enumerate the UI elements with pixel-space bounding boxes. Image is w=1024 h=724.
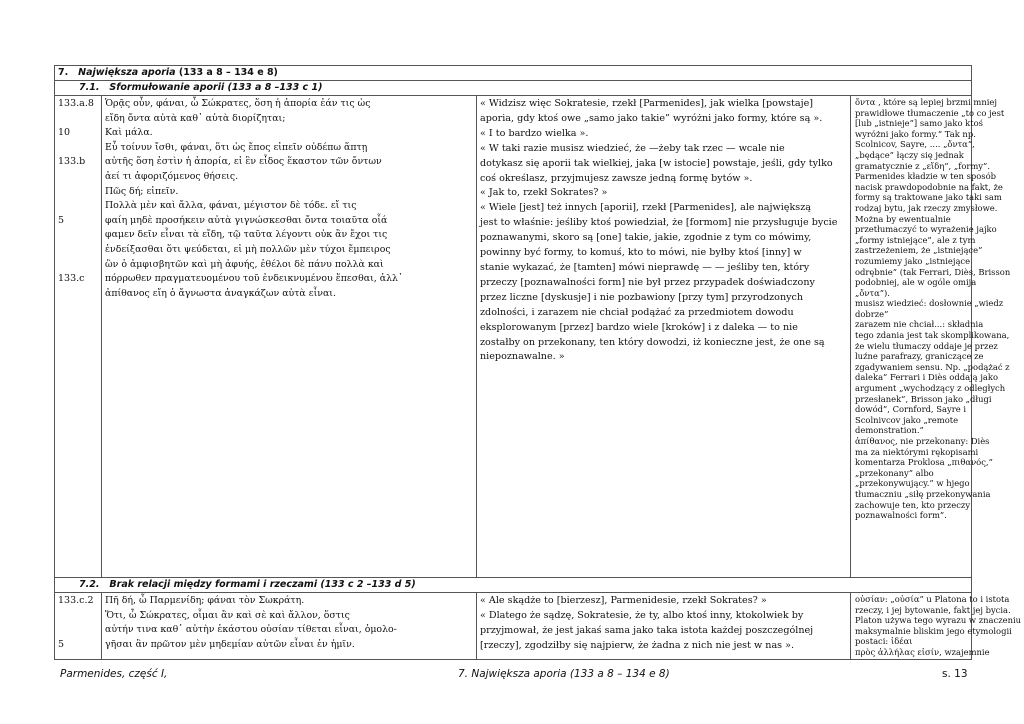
line-ref (58, 609, 98, 624)
subsection-heading (55, 81, 972, 96)
polish-line: « Jak to, rzekł Sokrates? » (480, 187, 608, 199)
subsection-title: Brak relacji między formami i rzeczami (109, 579, 318, 590)
text-table (54, 65, 1022, 660)
greek-text (102, 96, 477, 578)
note-line: że wielu tłumaczy oddaje je przez (855, 340, 998, 351)
note-line: odrębnie” (tak Ferrari, Diès, Brisson (855, 266, 1011, 277)
note-line: demonstration.” (855, 425, 924, 436)
polish-line: jest to właśnie: jeśliby ktoś powiedział, że [formom] nie przysługuje bycie (480, 217, 838, 229)
footer-left: Parmenides, część I, (60, 668, 168, 680)
greek-line: ἀεί τι ἀφοριζόμενος θήσεις. (105, 170, 239, 182)
section-heading (55, 66, 972, 81)
greek-line: Καὶ μάλα. (105, 127, 153, 139)
note-line: οὐσίαν: „οὐσία” u Platona to i istota (855, 594, 1010, 604)
greek-line: αὐτῆς ὅση ἐστὶν ἡ ἀπορία, εἰ ἓν εἶδος ἕκαστον τῶν ὄντων (105, 156, 382, 168)
note-line: rodzaj bytu, jak rzeczy zmysłowe. (855, 202, 998, 213)
polish-line: « W taki razie musisz wiedzieć, że —żeby tak rzec — wcale nie (480, 142, 785, 154)
polish-line: powinny być formy, to komuś, kto to mówi, nie byłby ktoś [inny] w (480, 247, 802, 259)
greek-line: γῆσαι ἂν πρῶτον μὲν μηδεμίαν αὐτῶν εἶναι ἐν ἡμῖν. (105, 638, 355, 650)
polish-line: « Wiele [jest] też innych [aporii], rzekł [Parmenides], ale największą (480, 202, 811, 214)
polish-line: przez liczne [dyskusje] i nie pozbawiony [przy tym] przyrodzonych (480, 291, 804, 303)
notes (851, 593, 1022, 660)
note-line: podobniej, ale w ogóle omija (855, 277, 977, 288)
polish-line: coś określasz, przyjmujesz zawsze jedną formę bytów ». (480, 172, 753, 184)
greek-line: Πῶς δή; εἰπεῖν. (105, 185, 179, 197)
polish-line: « Ale skądże to [bierzesz], Parmenidesie, rzekł Sokrates? » (480, 595, 767, 606)
polish-line: przyjmował, że jest jakaś sama jako taka istota każdej poszczególnej (480, 624, 814, 636)
text-row (55, 96, 972, 578)
line-ref: 10 (58, 127, 71, 139)
polish-line: [rzeczy], zgodziłby się najpierw, że żadna z nich nie jest w nas ». (480, 639, 795, 651)
polish-line: « Dlatego że sądzę, Sokratesie, że ty, albo ktoś inny, ktokolwiek by (480, 609, 804, 621)
greek-line: Ὁρᾷς οὖν, φάναι, ὦ Σώκρατες, ὅση ἡ ἀπορία ἐάν τις ὡς (105, 98, 371, 109)
subsection-number: 7.1. (79, 82, 100, 93)
text-row (55, 593, 972, 660)
greek-line: Πολλὰ μὲν καὶ ἄλλα, φάναι, μέγιστον δὲ τόδε. εἴ τις (105, 200, 357, 212)
line-ref: 133.b (58, 156, 86, 168)
section-number: 7. (58, 67, 69, 78)
note-line: komentarza Proklosa „πιθανός,” (855, 457, 993, 468)
note-line: ὄντα , które są lepiej brzmi mniej (855, 97, 997, 107)
polish-line: stanie wykazać, że [tamten] mówi nieprawdę — — jeśliby ten, który (480, 261, 810, 273)
note-line: „ὄντα”). (855, 287, 890, 298)
greek-line: Ὅτι, ὦ Σώκρατες, οἶμαι ἂν καὶ σὲ καὶ ἄλλον, ὅστις (105, 609, 350, 621)
note-line: poznawalności form”. (855, 510, 947, 521)
note-line: przetłumaczyć to wyrażenie jajko (855, 224, 997, 235)
line-references (55, 593, 102, 660)
polish-translation (477, 96, 851, 578)
note-line: zastrzeżeniem, że „istniejące” (855, 245, 983, 256)
greek-line: ἐνδείξασθαι ὅτι ψεύδεται, εἰ μὴ πολλῶν μὲν τύχοι ἔμπειρος (105, 243, 391, 255)
note-line: dobrze” (855, 308, 889, 319)
greek-line: Πῆ δή, ὦ Παρμενίδη; φάναι τὸν Σωκράτη. (105, 595, 305, 606)
greek-line: αὐτήν τινα καθ᾽ αὑτὴν ἑκάστου οὐσίαν τίθεται εἶναι, ὁμολο- (105, 624, 397, 636)
note-line: tego zdania jest tak skomplikowana, (855, 330, 1010, 341)
greek-text (102, 593, 477, 660)
note-line: „będące” łączy się jednak (855, 149, 964, 160)
line-ref (58, 228, 98, 243)
note-line: maksymalnie bliskim jego etymologii (855, 625, 1012, 636)
greek-line: φαμεν δεῖν εἶναι τὰ εἴδη, τῷ ταῦτα λέγοντι οὐκ ἂν ἔχοι τις (105, 229, 388, 241)
line-ref: 5 (58, 214, 65, 226)
note-line: πρὸς ἀλλήλας εἰσίν, wzajemnie (855, 646, 990, 657)
note-line: formy są traktowane jako taki sam (855, 192, 1002, 203)
note-line: zarazem nie chciał...: składnia (855, 319, 984, 330)
note-line: luźne parafrazy, graniczące ze (855, 351, 984, 362)
greek-line: πόρρωθεν πραγματευομένου τοῦ ἐνδεικνυμένου ἕπεσθαι, ἀλλ᾽ (105, 273, 403, 285)
line-ref (58, 170, 98, 185)
note-line: „przekonywujący.” w hjego (855, 478, 970, 489)
note-line: wyróżni jako formy.” Tak np. (855, 128, 976, 139)
note-line: musisz wiedzieć: dosłownie „wiedz (855, 298, 1004, 309)
subsection-number: 7.2. (79, 579, 100, 590)
note-line: Parmenides kładzie w ten sposób (855, 171, 996, 182)
note-line: dowód”, Cornford, Sayre i (855, 404, 967, 415)
polish-line: eksplorowanym [przez] bardzo wiele [kroków] i z daleka — to nie (480, 321, 798, 333)
note-line: Można by ewentualnie (855, 213, 951, 224)
note-line: zgadywaniem sensu. Np. „podążać z (855, 361, 1010, 372)
line-ref (58, 243, 98, 258)
line-ref (58, 112, 98, 127)
note-line: „przekonany” albo (855, 467, 934, 478)
note-line: argument „wychodzący z odległych (855, 383, 1006, 394)
greek-line: εἴδη ὄντα αὐτὰ καθ᾽ αὑτὰ διορίζηται; (105, 112, 286, 124)
footer-center: 7. Największa aporia (133 a 8 – 134 e 8) (458, 668, 670, 680)
section-title: Największa aporia (78, 67, 176, 78)
note-line: ἀπίθανος, nie przekonany: Diès (855, 436, 990, 446)
greek-line: ἀπίθανος εἴη ὁ ἄγνωστα ἀναγκάζων αὐτὰ εἶναι. (105, 287, 336, 299)
note-line: prawidłowe tłumaczenie „to co jest (855, 107, 1005, 118)
note-line: Platon używa tego wyrazu w znaczeniu (855, 615, 1022, 626)
polish-line: « Widzisz więc Sokratesie, rzekł [Parmenides], jak wielka [powstaje] (480, 98, 814, 109)
notes (851, 96, 1011, 578)
subsection-range: (133 a 8 –133 c 1) (227, 82, 323, 93)
note-line: „formy istniejące”, ale z tym (855, 234, 976, 245)
note-line: tłumaczniu „siłę przekonywania (855, 488, 991, 499)
line-ref: 133.c (58, 273, 85, 285)
note-line: [lub „istnieje”] samo jako ktoś (855, 118, 983, 129)
polish-line: « I to bardzo wielka ». (480, 127, 589, 139)
note-line: gramatycznie z „εἴδη”, „formy”. (855, 160, 990, 171)
line-references (55, 96, 102, 578)
note-line: rzeczy, i jej bytowanie, fakt jej bycia. (855, 604, 1011, 615)
polish-line: zostałby on przekonany, ten który dowodzi, iż konieczne jest, że one są (480, 336, 825, 348)
note-line: nacisk prawdopodobnie na fakt, że (855, 181, 1003, 192)
line-ref (58, 623, 98, 638)
subsection-range: (133 c 2 –133 d 5) (320, 579, 416, 590)
note-line: Scolnicov, Sayre, .... „ὄντα”, (855, 139, 975, 150)
polish-translation (477, 593, 851, 660)
greek-line: ὢν ὁ ἀμφισβητῶν καὶ μὴ ἀφυής, ἐθέλοι δὲ πάνυ πολλὰ καὶ (105, 258, 384, 270)
polish-line: aporia, gdy ktoś owe „samo jako takie” wyróżni jako formy, które są ». (480, 112, 823, 124)
line-ref (58, 185, 98, 200)
line-ref: 133.a.8 (58, 98, 94, 109)
greek-line: φαίη μηδὲ προσήκειν αὐτὰ γιγνώσκεσθαι ὄντα τοιαῦτα οἷά (105, 214, 388, 226)
polish-line: niepoznawalne. » (480, 351, 565, 363)
note-line: daleka” Ferrari i Diès oddają jako (855, 372, 999, 383)
note-line: postaci: ἰδέαι (855, 636, 913, 647)
subsection-title: Sformułowanie aporii (109, 82, 225, 93)
section-range: (133 a 8 – 134 e 8) (178, 67, 278, 78)
polish-line: dotykasz się aporii tak wielkiej, jaka [w istocie] powstaje, jeśli, gdy tylko (480, 157, 833, 169)
greek-line: Εὖ τοίνυν ἴσθι, φάναι, ὅτι ὡς ἔπος εἰπεῖν οὐδέπω ἅπτῃ (105, 141, 368, 153)
polish-line: poznawanymi, skoro są [one] takie, jakie, zgodnie z tym co mówimy, (480, 232, 812, 244)
note-line: Scolnivcov jako „remote (855, 414, 959, 425)
line-ref (58, 199, 98, 214)
line-ref: 133.c.2 (58, 595, 94, 606)
subsection-heading (55, 578, 972, 593)
line-ref (58, 258, 98, 273)
note-line: ma za niektórymi rękopisami (855, 446, 979, 457)
polish-line: zdolności, i zarazem nie chciał podążać za przedmiotem dowodu (480, 306, 794, 318)
line-ref (58, 141, 98, 156)
note-line: przesłanek”, Brisson jako „długi (855, 393, 992, 404)
page-number: s. 13 (942, 668, 968, 680)
polish-line: przeczy [poznawalności form] nie był przez przypadek doświadczony (480, 276, 815, 288)
note-line: rozumiemy jako „istniejące (855, 255, 971, 266)
note-line: zachowuje ten, kto przeczy (855, 499, 971, 510)
line-ref: 5 (58, 638, 65, 650)
